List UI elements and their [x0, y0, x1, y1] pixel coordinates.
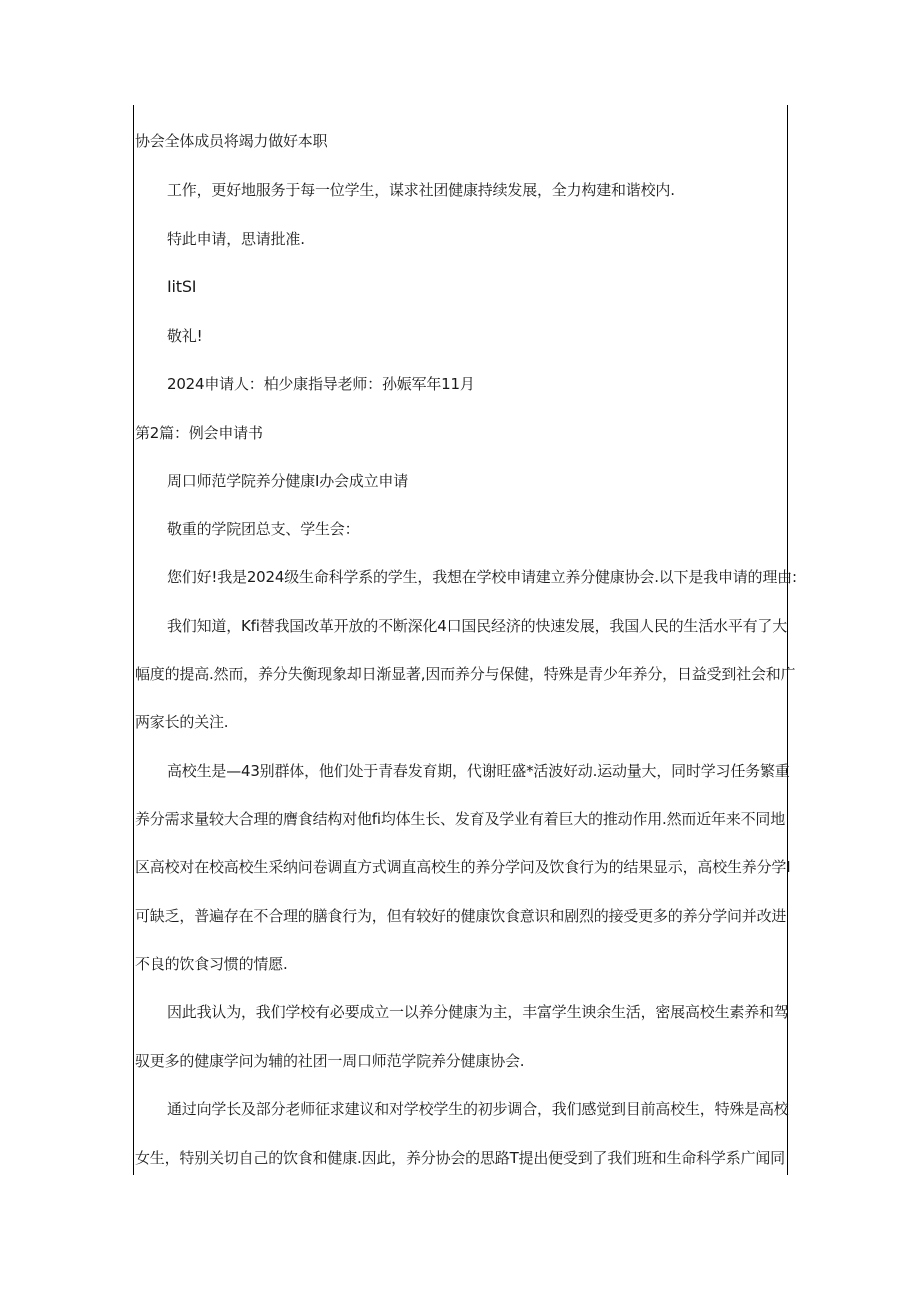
paragraph-line: 通过向学长及部分老师征求建议和对学校学生的初步调合，我们感觉到目前高校生，特殊是高校 — [167, 1100, 789, 1118]
closing-request: 特此申请，思请批准. — [167, 230, 305, 248]
garbled-salutation: IitSI — [167, 277, 197, 296]
paragraph-line: 两家长的关注. — [135, 713, 229, 731]
section-heading: 第2篇：例会申请书 — [135, 424, 263, 442]
addressee: 敬重的学院团总支、学生会： — [167, 520, 360, 538]
paragraph-line: 区高校对在校高校生采纳问卷调直方式调直高校生的养分学问及饮食行为的结果显示，高校生养分学I — [135, 858, 791, 876]
paragraph-line: 养分需求量较大合理的膺食结构对他fi均体生长、发育及学业有着巨大的推动作用.然而近年来不同地 — [135, 810, 786, 828]
paragraph-line: 协会全体成员将竭力做好本职 — [135, 132, 328, 150]
paragraph-line: 您们好!我是2024级生命科学系的学生，我想在学校申请建立养分健康协会.以下是我申请的理由: — [167, 568, 797, 586]
salutation: 敬礼! — [167, 327, 203, 345]
paragraph-line: 可缺乏，普遍存在不合理的膳食行为，但有较好的健康饮食意识和剧烈的接受更多的养分学问并改进 — [135, 907, 787, 925]
paragraph-line: 不良的饮食习惯的情愿. — [135, 955, 288, 973]
paragraph-line: 女生，特别关切自己的饮食和健康.因此，养分协会的思路T提出便受到了我们班和生命科学系广闻同 — [135, 1149, 785, 1167]
signature-line: 2024申请人：柏少康指导老师：孙娠军年11月 — [167, 375, 475, 393]
paragraph-line: 因此我认为，我们学校有必要成立一以养分健康为主，丰富学生谀余生活，密展高校生素养和驾 — [167, 1003, 789, 1021]
paragraph-line: 幅度的提高.然而，养分失衡现象却日渐显著,因而养分与保健，特殊是青少年养分，日益受到社会和广 — [135, 665, 796, 683]
paragraph-line: 驭更多的健康学问为辅的社团一周口师范学院养分健康协会. — [135, 1052, 525, 1070]
paragraph-line: 工作，更好地服务于每一位学生，谋求社团健康持续发展，全力构建和谐校内. — [167, 181, 675, 199]
paragraph-line: 我们知道，Kfi替我国改革开放的不断深化4口国民经济的快速发展，我国人民的生活水平有了大 — [167, 617, 788, 635]
document-title: 周口师范学院养分健康I办会成立申请 — [167, 472, 409, 490]
paragraph-line: 高校生是—43别群体，他们处于青春发育期，代谢旺盛*活波好动.运动量大，同时学习任务繁重 — [167, 762, 790, 780]
